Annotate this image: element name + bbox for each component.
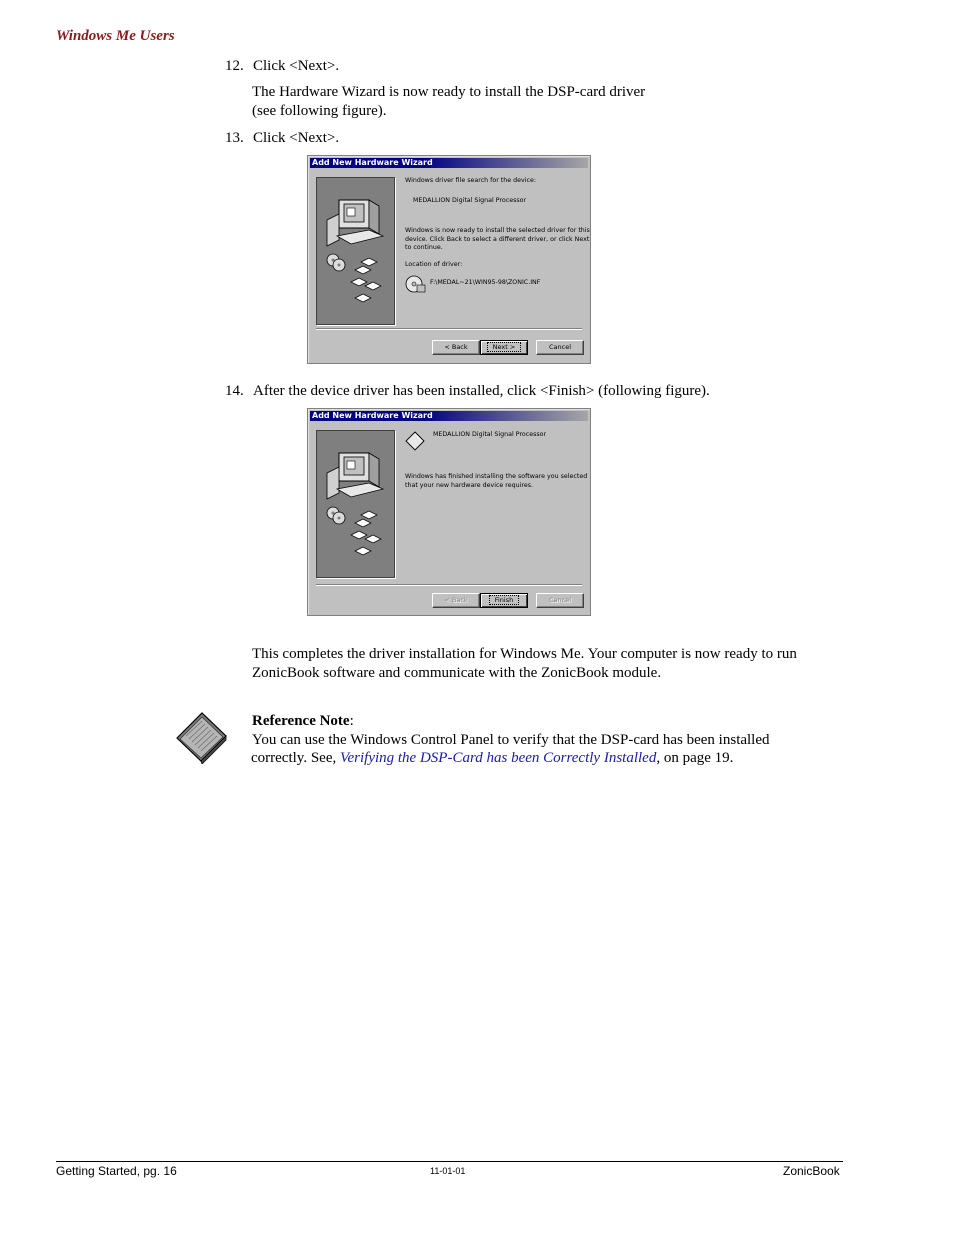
dialog-device-name: MEDALLION Digital Signal Processor bbox=[413, 197, 527, 204]
computer-icon bbox=[317, 178, 394, 324]
add-new-hardware-wizard-dialog bbox=[307, 155, 591, 364]
dialog-message-line: that your new hardware device requires. bbox=[405, 481, 533, 489]
completion-line: ZonicBook software and communicate with the ZonicBook module. bbox=[252, 664, 662, 681]
step-number: 14. bbox=[225, 383, 244, 399]
dialog-search-label: Windows driver file search for the device: bbox=[405, 177, 536, 184]
step-text: Click <Next>. bbox=[253, 130, 340, 146]
dialog-title-bar: Add New Hardware Wizard bbox=[310, 158, 588, 168]
back-button-label: < Back bbox=[444, 343, 468, 351]
reference-note-prefix: correctly. See, bbox=[251, 750, 340, 766]
computer-icon bbox=[317, 431, 394, 577]
verifying-dsp-card-link[interactable]: Verifying the DSP-Card has been Correctly Installed bbox=[339, 750, 657, 766]
reference-book-icon bbox=[174, 710, 230, 764]
cd-disk-icon bbox=[405, 274, 427, 294]
reference-note-title: Reference Note bbox=[252, 713, 350, 729]
step-12-note bbox=[252, 83, 645, 120]
dialog-message-line: device. Click Back to select a different driver, or click Next bbox=[405, 235, 590, 243]
step-number: 13. bbox=[225, 130, 244, 146]
back-button[interactable] bbox=[432, 593, 480, 608]
step-text: After the device driver has been installed, click <Finish> (following figure). bbox=[253, 383, 710, 399]
wizard-computer-illustration bbox=[316, 177, 395, 325]
cancel-button-label: Cancel bbox=[548, 596, 572, 604]
cancel-button[interactable] bbox=[536, 340, 584, 355]
next-button-label: Next > bbox=[488, 343, 521, 351]
step-14 bbox=[225, 382, 710, 400]
reference-note-colon: : bbox=[349, 713, 354, 729]
step-number: 12. bbox=[225, 58, 244, 74]
finish-button[interactable] bbox=[480, 593, 528, 608]
dialog-device-name: MEDALLION Digital Signal Processor bbox=[433, 431, 547, 438]
step-text: Click <Next>. bbox=[253, 58, 340, 74]
dialog-message-line: to continue. bbox=[405, 244, 443, 252]
wizard-computer-illustration bbox=[316, 430, 395, 578]
back-button-label: < Back bbox=[444, 596, 468, 604]
dialog-location-label: Location of driver: bbox=[405, 261, 463, 268]
back-button[interactable] bbox=[432, 340, 480, 355]
step-12-note-line: The Hardware Wizard is now ready to install the DSP-card driver bbox=[252, 84, 646, 100]
dialog-message bbox=[405, 227, 590, 253]
footer-product-name: ZonicBook bbox=[783, 1164, 840, 1178]
dialog-message-line: Windows has finished installing the software you selected bbox=[405, 473, 588, 480]
reference-note-line: You can use the Windows Control Panel to verify that the DSP-card has been installed bbox=[252, 731, 770, 748]
footer-page-label: Getting Started, pg. 16 bbox=[56, 1164, 177, 1178]
cancel-button-label: Cancel bbox=[548, 343, 572, 351]
completion-line: This completes the driver installation for Windows Me. Your computer is now ready to run bbox=[252, 646, 797, 662]
dialog-separator bbox=[316, 328, 582, 330]
dialog-message bbox=[405, 473, 587, 490]
finish-button-label: Finish bbox=[490, 596, 519, 604]
footer-date: 11-01-01 bbox=[430, 1166, 466, 1176]
next-button[interactable] bbox=[480, 340, 528, 355]
add-new-hardware-wizard-finish-dialog bbox=[307, 408, 591, 616]
dialog-title-bar: Add New Hardware Wizard bbox=[310, 411, 588, 421]
section-title: Windows Me Users bbox=[56, 28, 175, 44]
cancel-button[interactable] bbox=[536, 593, 584, 608]
dialog-separator bbox=[316, 584, 582, 586]
footer-rule bbox=[56, 1161, 843, 1162]
step-13 bbox=[225, 129, 339, 147]
step-12-note-line: (see following figure). bbox=[252, 102, 387, 119]
dialog-message-line: Windows is now ready to install the selected driver for this bbox=[405, 227, 590, 234]
step-12 bbox=[225, 57, 339, 75]
reference-note-suffix: , on page 19. bbox=[656, 750, 734, 766]
dialog-driver-path: F:\MEDAL~21\WIN95-98\ZONIC.INF bbox=[430, 279, 541, 286]
device-diamond-icon bbox=[405, 431, 425, 451]
reference-note bbox=[252, 712, 852, 768]
completion-paragraph bbox=[252, 645, 797, 682]
